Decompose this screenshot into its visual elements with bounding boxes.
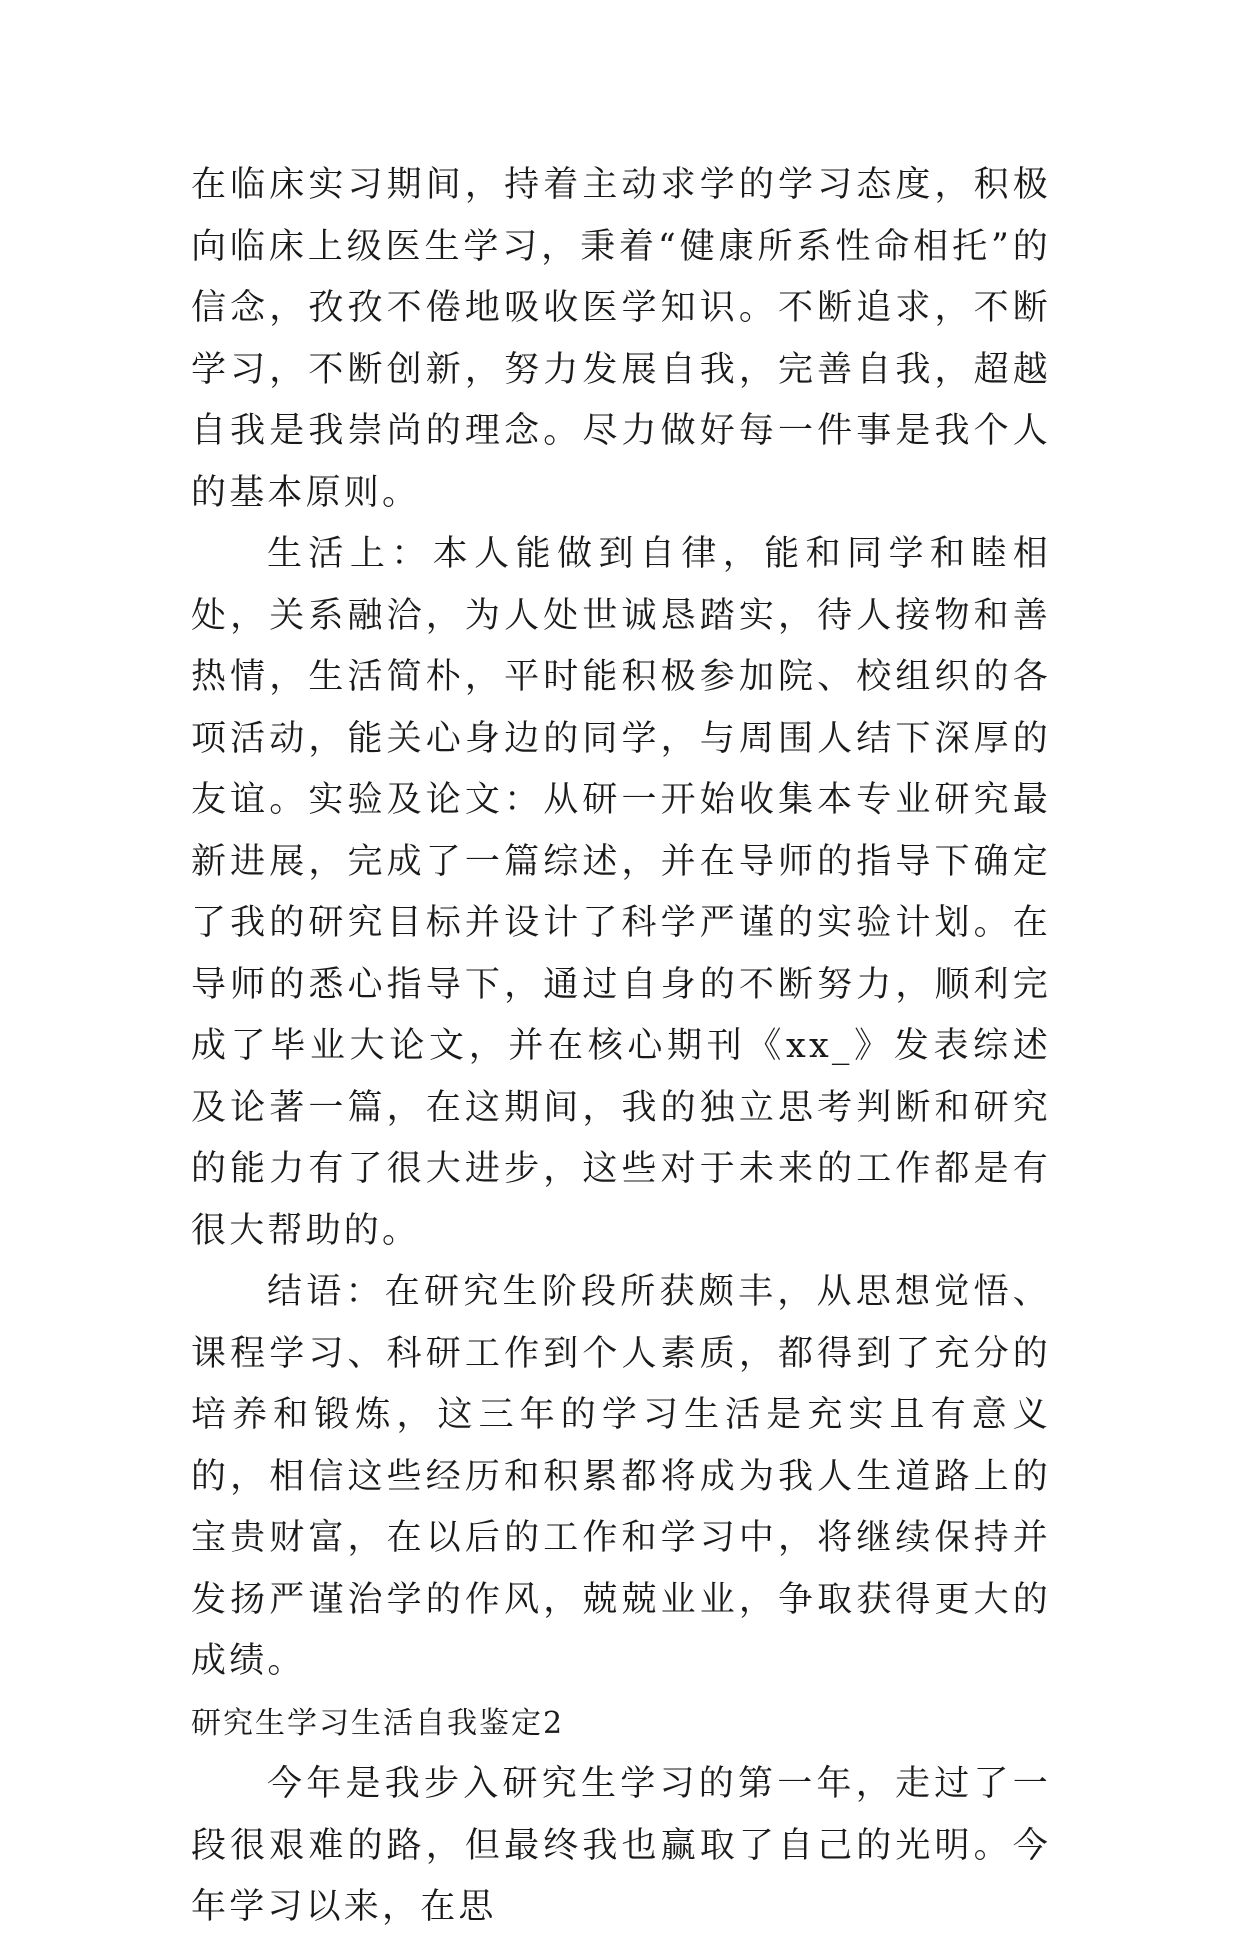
paragraph-conclusion: 结语：在研究生阶段所获颇丰，从思想觉悟、课程学习、科研工作到个人素质，都得到了充分的培养和锻炼，这三年的学习生活是充实且有意义的，相信这些经历和积累都将成为我人生道路上的宝贵财富，在以后的工作和学习中，将继续保持并发扬严谨治学的作风，兢兢业业，争取获得更大的成绩。 — [191, 1272, 1051, 1681]
paragraph-clinical-internship: 在临床实习期间，持着主动求学的学习态度，积极向临床上级医生学习，秉着“健康所系性命相托”的信念，孜孜不倦地吸收医学知识。不断追求，不断学习，不断创新，努力发展自我，完善自我，超越自我是我崇尚的理念。尽力做好每一件事是我个人的基本原则。 — [191, 165, 1051, 513]
paragraph-first-year: 今年是我步入研究生学习的第一年，走过了一段很艰难的路，但最终我也赢取了自己的光明。今年学习以来，在思 — [191, 1764, 1051, 1927]
paragraph-life-and-thesis: 生活上：本人能做到自律，能和同学和睦相处，关系融洽，为人处世诚恳踏实，待人接物和善热情，生活简朴，平时能积极参加院、校组织的各项活动，能关心身边的同学，与周围人结下深厚的友谊。实验及论文：从研一开始收集本专业研究最新进展，完成了一篇综述，并在导师的指导下确定了我的研究目标并设计了科学严谨的实验计划。在导师的悉心指导下，通过自身的不断努力，顺利完成了毕业大论文，并在核心期刊《xx_》发表综述及论著一篇，在这期间，我的独立思考判断和研究的能力有了很大进步，这些对于未来的工作都是有很大帮助的。 — [191, 534, 1051, 1251]
document-body — [191, 155, 1051, 1939]
section-title: 研究生学习生活自我鉴定2 — [191, 1705, 565, 1741]
